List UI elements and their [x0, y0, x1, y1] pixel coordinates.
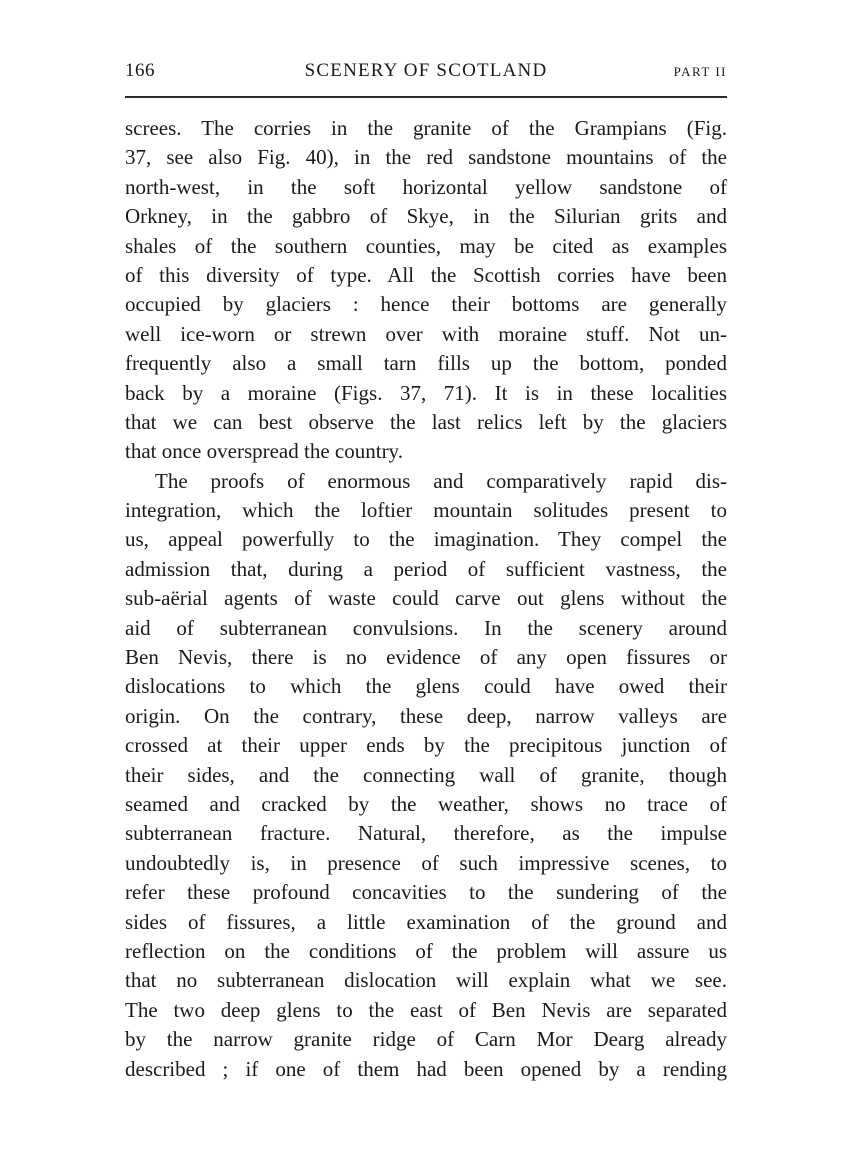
text-line: back by a moraine (Figs. 37, 71). It is in these localities: [125, 380, 727, 405]
text-line: dislocations to which the glens could have owed their: [125, 674, 727, 699]
text-line: crossed at their upper ends by the precipitous junction of: [125, 733, 727, 758]
text-line: that once overspread the country.: [125, 439, 403, 464]
text-line: 37, see also Fig. 40), in the red sandstone mountains of the: [125, 145, 727, 170]
text-line: by the narrow granite ridge of Carn Mor Dearg already: [125, 1027, 727, 1052]
text-line: us, appeal powerfully to the imagination. They compel the: [125, 527, 727, 552]
text-line: sub-aërial agents of waste could carve out glens without the: [125, 586, 727, 611]
text-line: refer these profound concavities to the sundering of the: [125, 880, 727, 905]
text-line: integration, which the loftier mountain solitudes present to: [125, 498, 727, 523]
text-line: Ben Nevis, there is no evidence of any open fissures or: [125, 645, 727, 670]
text-line: north-west, in the soft horizontal yellow sandstone of: [125, 174, 727, 199]
text-line: seamed and cracked by the weather, shows no trace of: [125, 791, 727, 816]
running-title: SCENERY OF SCOTLAND: [304, 60, 548, 81]
page-number: 166: [125, 60, 155, 81]
paragraph: [125, 467, 727, 1084]
text-line: sides of fissures, a little examination of the ground and: [125, 909, 727, 934]
paragraph: [125, 114, 727, 467]
header-rule: [125, 96, 727, 98]
text-line: well ice-worn or strewn over with moraine stuff. Not un-: [125, 321, 727, 346]
text-line: aid of subterranean convulsions. In the scenery around: [125, 615, 727, 640]
text-line: Orkney, in the gabbro of Skye, in the Silurian grits and: [125, 204, 727, 229]
text-line: admission that, during a period of sufficient vastness, the: [125, 556, 727, 581]
text-line: frequently also a small tarn fills up the bottom, ponded: [125, 351, 727, 376]
text-line: screes. The corries in the granite of the Grampians (Fig.: [125, 116, 727, 140]
text-line: that no subterranean dislocation will explain what we see.: [125, 968, 727, 993]
text-line: subterranean fracture. Natural, therefore, as the impulse: [125, 821, 727, 846]
text-line: undoubtedly is, in presence of such impressive scenes, to: [125, 850, 727, 875]
text-line: The proofs of enormous and comparatively rapid dis-: [155, 468, 727, 493]
running-head: [125, 58, 727, 90]
text-line: The two deep glens to the east of Ben Nevis are separated: [125, 997, 727, 1022]
text-line: shales of the southern counties, may be cited as examples: [125, 233, 727, 258]
text-line: that we can best observe the last relics left by the glaciers: [125, 409, 727, 434]
text-line: of this diversity of type. All the Scottish corries have been: [125, 262, 727, 287]
part-label: PART II: [673, 64, 727, 79]
text-line: reflection on the conditions of the problem will assure us: [125, 938, 727, 963]
text-line: origin. On the contrary, these deep, narrow valleys are: [125, 703, 727, 728]
body-text: [125, 114, 727, 1084]
text-line: described ; if one of them had been opened by a rending: [125, 1056, 727, 1081]
text-line: occupied by glaciers : hence their bottoms are generally: [125, 292, 727, 317]
text-line: their sides, and the connecting wall of granite, though: [125, 762, 727, 787]
